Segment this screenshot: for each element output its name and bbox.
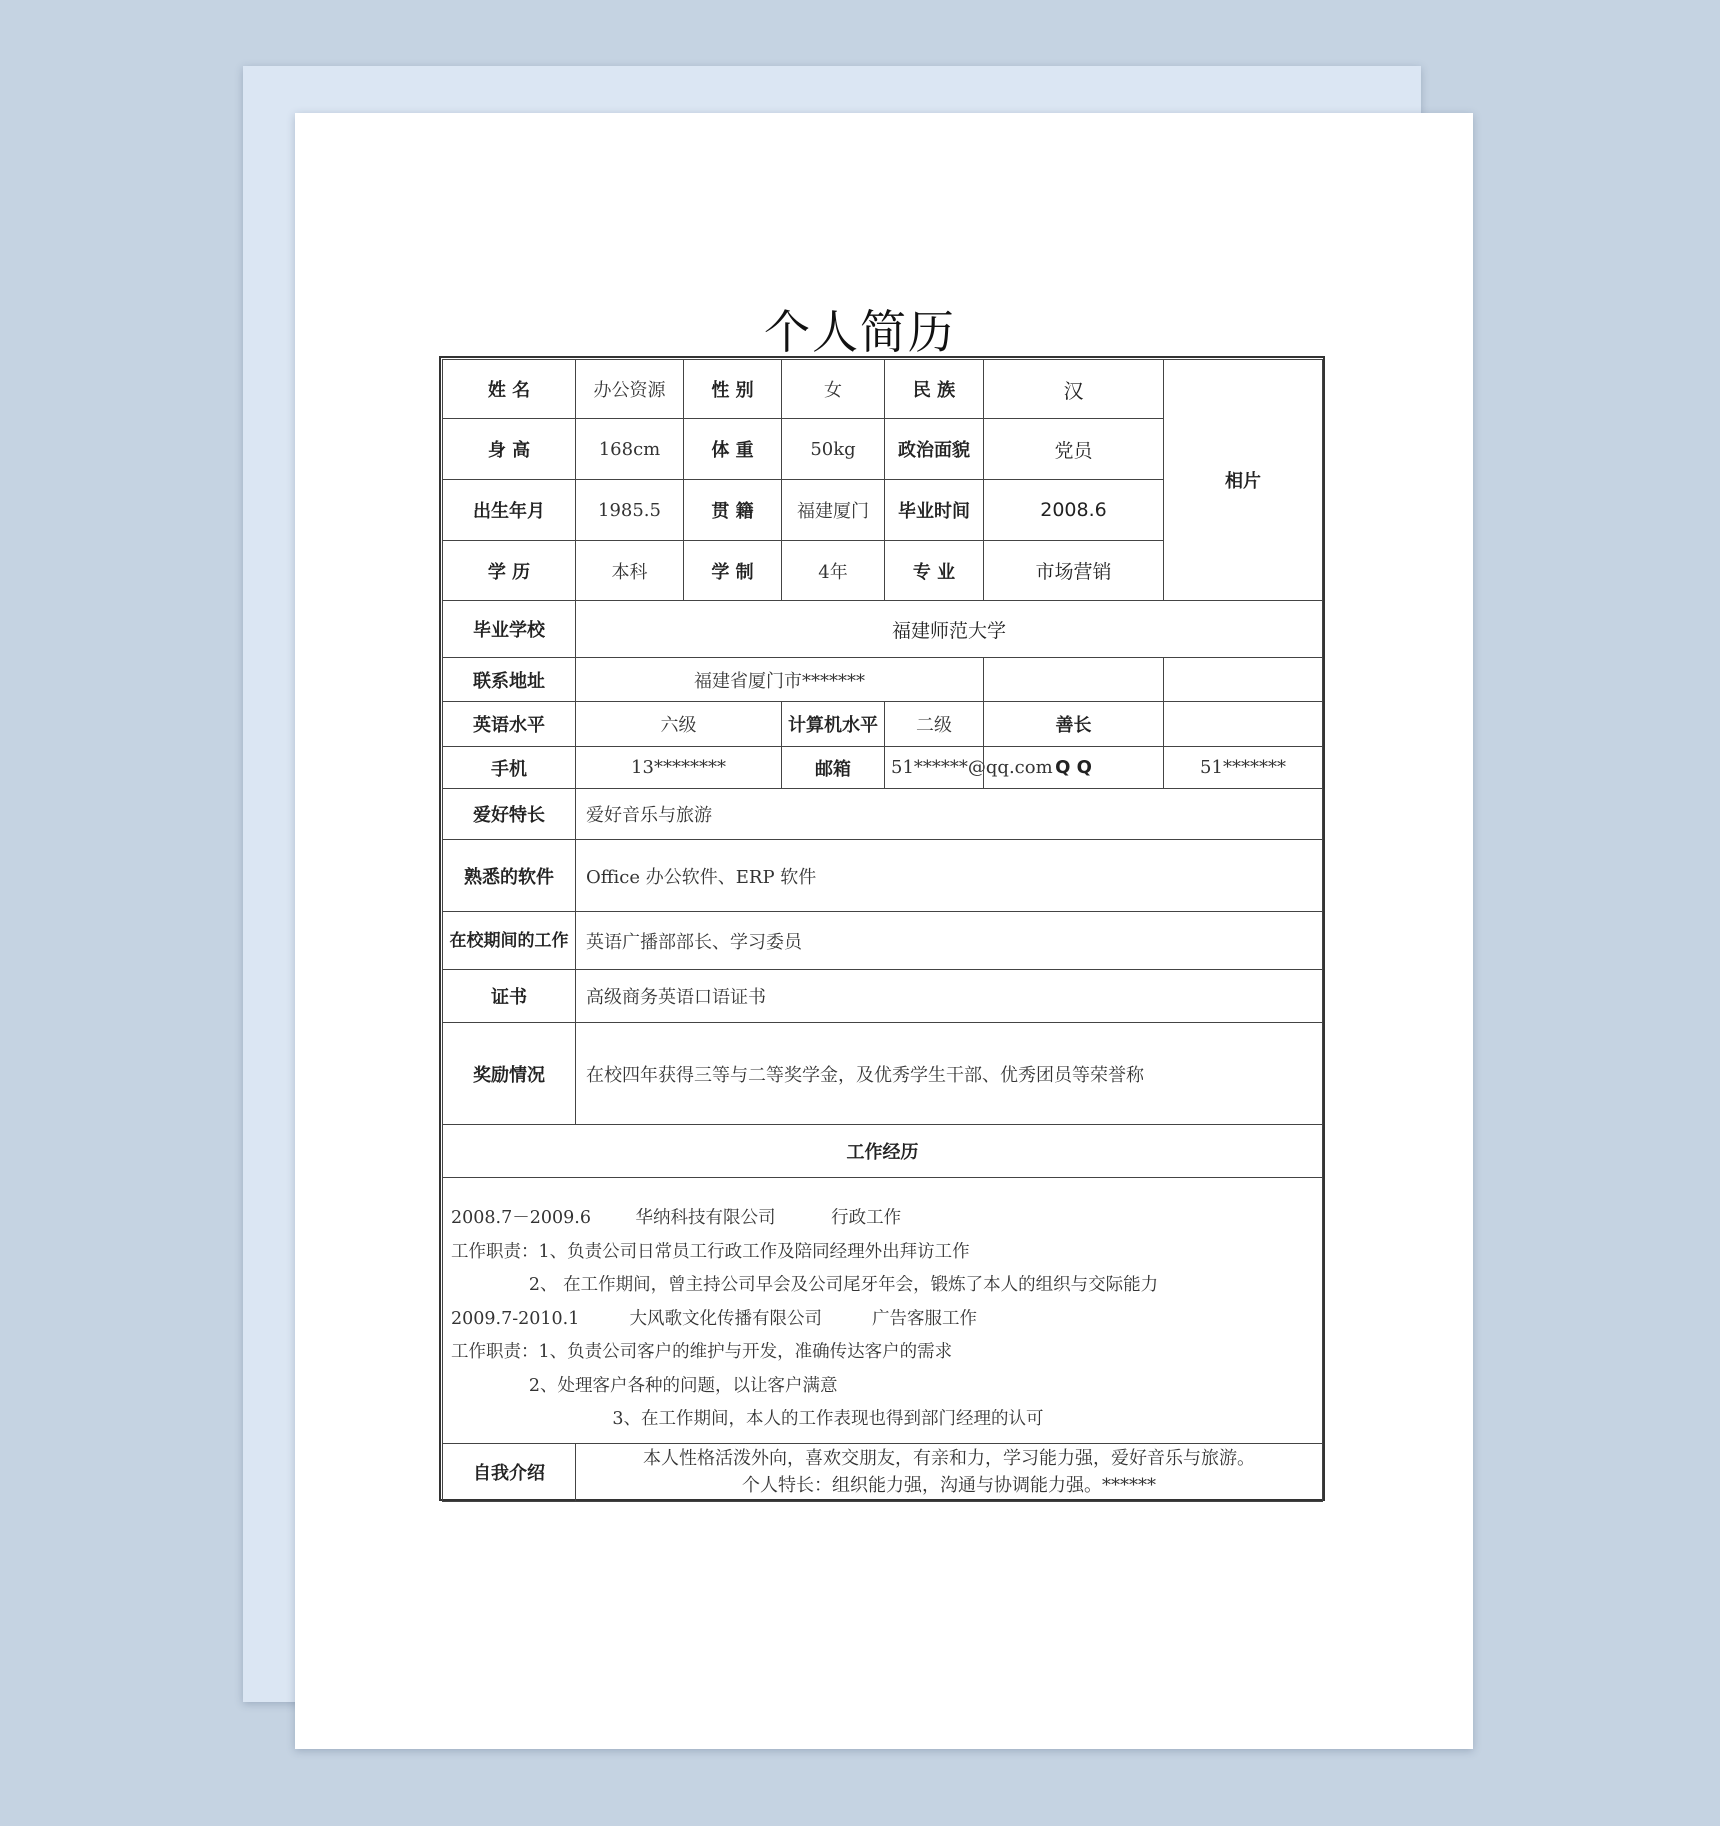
- major-value: 市场营销: [984, 541, 1164, 601]
- table-row: [443, 1023, 1323, 1125]
- gender-value: 女: [782, 360, 885, 419]
- table-row: [443, 601, 1323, 658]
- address-value: 福建省厦门市*******: [576, 658, 984, 702]
- computer-value: 二级: [885, 702, 984, 747]
- specialty-value: [1164, 702, 1323, 747]
- self-intro-line: 本人性格活泼外向，喜欢交朋友，有亲和力，学习能力强，爱好音乐与旅游。: [643, 1448, 1255, 1469]
- computer-label: 计算机水平: [782, 702, 885, 747]
- awards-value: 在校四年获得三等与二等奖学金，及优秀学生干部、优秀团员等荣誉称: [576, 1023, 1323, 1125]
- phone-label: 手机: [443, 747, 576, 789]
- hobby-label: 爱好特长: [443, 789, 576, 840]
- phone-value: 13********: [576, 747, 782, 789]
- politics-label: 政治面貌: [885, 419, 984, 480]
- software-label: 熟悉的软件: [443, 840, 576, 912]
- table-row: [443, 1178, 1323, 1444]
- table-row: [443, 789, 1323, 840]
- grad-time-label: 毕业时间: [885, 480, 984, 541]
- table-row: [443, 702, 1323, 747]
- education-value: 本科: [576, 541, 684, 601]
- duration-value: 4年: [782, 541, 885, 601]
- table-row: [443, 912, 1323, 970]
- education-label: 学 历: [443, 541, 576, 601]
- duration-label: 学 制: [684, 541, 782, 601]
- awards-label: 奖励情况: [443, 1023, 576, 1125]
- table-row: [443, 970, 1323, 1023]
- work-line: 2、 在工作期间，曾主持公司早会及公司尾牙年会，锻炼了本人的组织与交际能力: [451, 1275, 1159, 1295]
- work-line: 2、处理客户各种的问题，以让客户满意: [451, 1375, 838, 1396]
- height-value: 168cm: [576, 419, 684, 480]
- english-value: 六级: [576, 702, 782, 747]
- table-row: [443, 360, 1323, 419]
- work-experience-body: [443, 1178, 1323, 1444]
- ethnicity-value: 汉: [984, 360, 1164, 419]
- birth-label: 出生年月: [443, 480, 576, 541]
- work-experience-heading: 工作经历: [443, 1125, 1323, 1178]
- work-line: 3、在工作期间，本人的工作表现也得到部门经理的认可: [451, 1409, 1044, 1429]
- ethnicity-label: 民 族: [885, 360, 984, 419]
- qq-label: Q Q: [984, 747, 1164, 789]
- software-value: Office 办公软件、ERP 软件: [576, 840, 1323, 912]
- birth-value: 1985.5: [576, 480, 684, 541]
- table-row: [443, 840, 1323, 912]
- work-line: 2008.7－2009.6 华纳科技有限公司 行政工作: [451, 1208, 902, 1228]
- table-row: [443, 1125, 1323, 1178]
- certificate-value: 高级商务英语口语证书: [576, 970, 1323, 1023]
- photo-placeholder: 相片: [1164, 360, 1323, 601]
- qq-value: 51*******: [1164, 747, 1323, 789]
- grad-time-value: 2008.6: [984, 480, 1164, 541]
- email-label: 邮箱: [782, 747, 885, 789]
- table-row: [443, 1443, 1323, 1501]
- origin-label: 贯 籍: [684, 480, 782, 541]
- weight-label: 体 重: [684, 419, 782, 480]
- name-value: 办公资源: [576, 360, 684, 419]
- address-label: 联系地址: [443, 658, 576, 702]
- work-line: 工作职责：1、负责公司客户的维护与开发，准确传达客户的需求: [451, 1342, 953, 1362]
- certificate-label: 证书: [443, 970, 576, 1023]
- weight-value: 50kg: [782, 419, 885, 480]
- work-line: 2009.7-2010.1 大风歌文化传播有限公司 广告客服工作: [451, 1308, 978, 1329]
- school-value: 福建师范大学: [576, 601, 1323, 658]
- specialty-label: 善长: [984, 702, 1164, 747]
- document-title: 个人简历: [764, 305, 956, 359]
- name-label: 姓 名: [443, 360, 576, 419]
- table-row: [443, 658, 1323, 702]
- work-line: 工作职责：1、负责公司日常员工行政工作及陪同经理外出拜访工作: [451, 1241, 970, 1262]
- politics-value: 党员: [984, 419, 1164, 480]
- self-intro-line: 个人特长：组织能力强，沟通与协调能力强。******: [742, 1475, 1156, 1496]
- hobby-value: 爱好音乐与旅游: [576, 789, 1323, 840]
- school-label: 毕业学校: [443, 601, 576, 658]
- gender-label: 性 别: [684, 360, 782, 419]
- school-work-label: 在校期间的工作: [443, 912, 576, 970]
- email-value: 51******@qq.com: [885, 747, 984, 789]
- school-work-value: 英语广播部部长、学习委员: [576, 912, 1323, 970]
- self-intro-label: 自我介绍: [443, 1443, 576, 1501]
- origin-value: 福建厦门: [782, 480, 885, 541]
- height-label: 身 高: [443, 419, 576, 480]
- resume-table: [442, 359, 1323, 1502]
- table-row: [443, 747, 1323, 789]
- english-label: 英语水平: [443, 702, 576, 747]
- address-extra-cell: [1164, 658, 1323, 702]
- self-intro-value: [576, 1443, 1323, 1501]
- major-label: 专 业: [885, 541, 984, 601]
- address-extra-cell: [984, 658, 1164, 702]
